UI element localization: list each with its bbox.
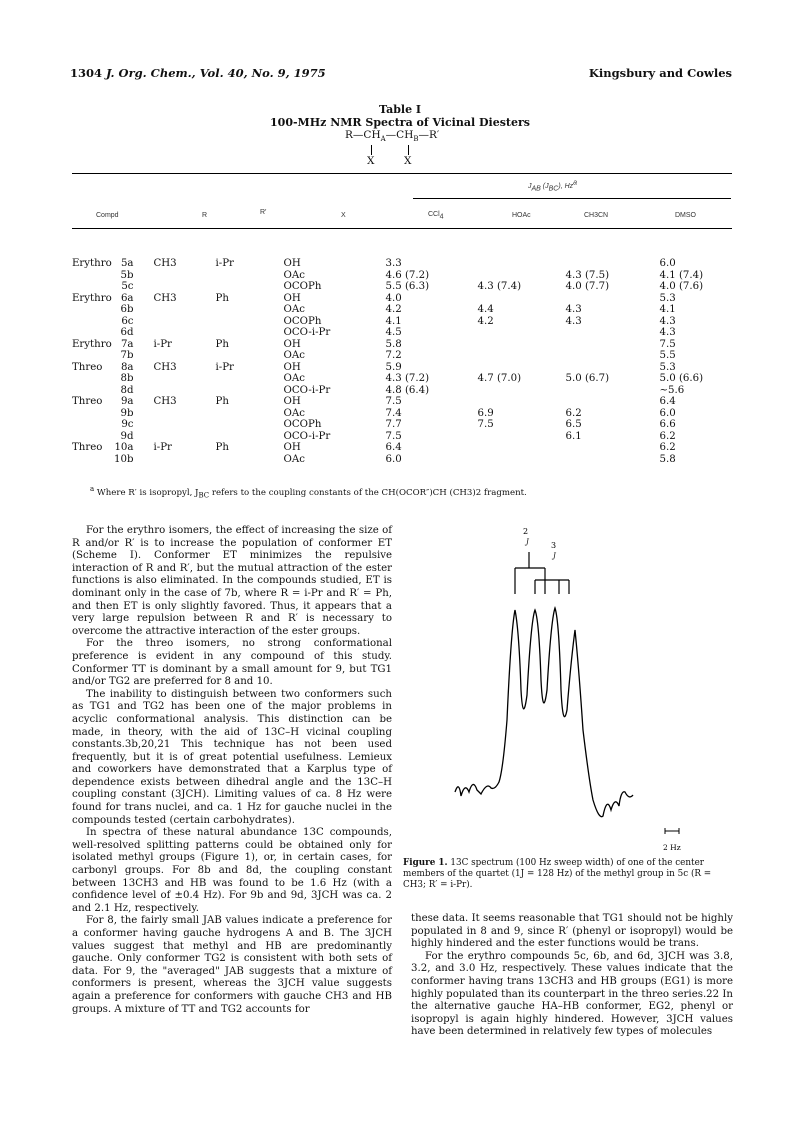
cell-x: OCO-i-Pr [283,384,331,396]
figure-caption: Figure 1. 13C spectrum (100 Hz sweep width) of one of the center members of the quartet (1J = 128 Hz) of the methyl group in 5c (R = CH3; R′ = i-Pr). [403,858,712,890]
cell-r [154,419,216,431]
cell-ch3cn [566,327,660,339]
cell-group [72,419,114,431]
structural-formula: $R—CH_A—CH_B—R'$ [345,129,440,144]
cell-ch3cn: 4.3 (7.5) [565,269,610,281]
cell-rprime [216,316,284,328]
bond-line [371,145,372,155]
cell-group [72,373,114,385]
col-header-ccl4: CCl$_4$ [428,211,444,221]
cell-dmso: 5.0 (6.6) [659,373,704,384]
cell-ch3cn [566,339,660,351]
cell-hoac [478,362,566,374]
cell-rprime: Ph [215,442,229,453]
cell-rprime [216,373,284,385]
cell-r [154,431,216,443]
cell-dmso: 6.6 [659,419,676,430]
cell-x: OAc [283,350,305,361]
cell-x: OAc [283,269,305,281]
cell-r: i-Pr [153,442,172,453]
cell-ccl4: 6.4 [385,442,402,453]
cell-ch3cn: 6.5 [565,419,582,430]
cell-rprime [216,419,284,431]
cell-rprime: i-Pr [215,361,234,373]
cell-group [72,350,114,362]
cell-group [72,270,114,282]
cell-compd: 9d [120,430,134,442]
paragraph: For the erythro compounds 5c, 6b, and 6d, 3JCH was 3.8, 3.2, and 3.0 Hz, respectively. These values indicate that the conformer having trans 13CH3 and HB groups (EG1) is more highly populated than its counterpart in the threo series.22 In the alternative gauche HA–HB conformer, EG2, phenyl or isopropyl is again highly hindered. However, 3JCH values have been determined in relatively few types of molecules [411,950,733,1038]
cell-r: i-Pr [153,338,172,350]
table-row [72,258,732,270]
table-row [72,281,732,293]
cell-hoac: 4.4 [477,304,494,315]
cell-group [72,316,114,328]
cell-x: OH [283,338,301,350]
col-header-rprime: R′ [260,209,267,216]
cell-x: OCOPh [283,281,322,292]
running-authors: Kingsbury and Cowles [588,66,732,80]
nmr-data-table [72,258,732,465]
paragraph: For 8, the fairly small JAB values indicate a preference for a conformer having gauche hydrogens A and B. The 3JCH values suggest that methyl and HB are predominantly gauche. Only conformer TG2 is consistent with both sets of data. For 9, the "averaged" JAB suggests that a mixture of conformers is present, whereas the 3JCH value suggests again a preference for conformers with gauche CH3 and HB groups. A mixture of TT and TG2 accounts for [72,915,392,1015]
cell-r [154,304,216,316]
cell-compd: 8d [120,384,134,396]
col-header-r: R [202,212,208,219]
paragraph: The inability to distinguish between two conformers such as TG1 and TG2 has been one of the major problems in acyclic conformational analysis. This distinction can be made, in theory, with the aid of 13C–H vicinal coupling constants.3b,20,21 This technique has not been used frequently, but it is of great potential usefulness. Lemieux and coworkers have demonstrated that a Karplus type of dependence exists between dihedral angle and the 13C–H coupling constant (3JCH). Limiting values of ca. 8 Hz were found for trans nuclei, and ca. 1 Hz for gauche nuclei in the compounds tested (certain carbohydrates). [72,688,392,826]
cell-rprime [216,454,284,466]
table-row [72,408,732,420]
cell-dmso: 6.2 [659,430,676,442]
cell-compd: 5a [120,258,134,269]
cell-ch3cn: 6.1 [565,430,582,442]
cell-compd: 9a [120,396,134,407]
cell-dmso: 6.4 [659,396,676,407]
cell-ccl4: 3.3 [385,258,402,269]
cell-x: OAc [283,304,305,315]
cell-dmso: 4.1 (7.4) [659,269,704,281]
table-footnote: $^a$ Where R′ is isopropyl, $J_{BC}$ refers to the coupling constants of the CH(OCOR″)CH (CH3)2 fragment. [90,485,527,500]
cell-r [154,270,216,282]
cell-hoac: 4.2 [477,315,494,327]
cell-group: Threo [72,361,103,373]
cell-x: OAc [283,407,305,419]
cell-hoac: 6.9 [477,407,494,419]
table-row [72,385,732,397]
table-subtitle: 100-MHz NMR Spectra of Vicinal Diesters [270,116,530,129]
label-3j: 3 [551,541,557,550]
cell-r [154,385,216,397]
cell-ch3cn [566,258,660,270]
cell-hoac [478,454,566,466]
cell-ccl4: 4.2 [385,304,402,315]
cell-x: OH [283,258,301,269]
cell-ccl4: 5.9 [385,361,402,373]
splitting-tree [515,552,569,594]
cell-hoac [478,339,566,351]
cell-ccl4: 7.5 [385,430,402,442]
cell-rprime [216,281,284,293]
table-row [72,454,732,466]
cell-r [154,454,216,466]
cell-ccl4: 4.0 [385,292,402,304]
cell-rprime [216,350,284,362]
cell-ch3cn [566,362,660,374]
page-number: 1304 [70,66,103,80]
cell-ch3cn: 4.3 [565,304,582,315]
col-header-hoac: HOAc [512,212,531,219]
cell-rprime [216,270,284,282]
cell-ccl4: 4.3 (7.2) [385,373,430,384]
table-row [72,419,732,431]
paragraph: For the erythro isomers, the effect of increasing the size of R and/or R′ is to increase the population of conformer ET (Scheme I). Conformer ET minimizes the repulsive interaction of R and R′, but the mutual attraction of the ester functions is also eliminated. In the compounds studied, ET is dominant only in the case of 7b, where R = i-Pr and R′ = Ph, and then ET is only slightly favored. Thus, it appears that a very large repulsion between R and R′ is necessary to overcome the attractive interaction of the ester groups. [72,525,392,637]
cell-compd: 8a [120,361,134,373]
cell-group: Erythro [72,338,112,350]
cell-dmso: 6.2 [659,442,676,453]
cell-dmso: ~5.6 [659,384,685,396]
cell-x: OCOPh [283,419,322,430]
cell-dmso: 6.0 [659,258,676,269]
table-row [72,304,732,316]
cell-r [154,350,216,362]
cell-hoac: 4.3 (7.4) [477,281,522,292]
cell-hoac [478,270,566,282]
right-column [411,913,733,1039]
cell-ch3cn: 5.0 (6.7) [565,373,610,384]
cell-compd: 7b [120,350,134,361]
cell-ch3cn [566,350,660,362]
cell-hoac: 4.7 (7.0) [477,373,522,384]
paragraph: these data. It seems reasonable that TG1 should not be highly populated in 8 and 9, since R′ (phenyl or isopropyl) would be highly hindered and the ester functions would be trans. [411,913,733,950]
cell-compd: 9b [120,407,134,419]
cell-ccl4: 4.1 [385,315,402,327]
group-header: $J_{AB}$ $(J_{BC})$, Hz$^a$ [528,179,578,193]
cell-x: OH [283,396,301,407]
cell-x: OCO-i-Pr [283,327,331,338]
paragraph: For the threo isomers, no strong conformational preference is evident in any compound of this study. Conformer TT is dominant by a small amount for 9, but TG1 and/or TG2 are preferred for 8 and 10. [72,638,392,688]
cell-ccl4: 5.5 (6.3) [385,281,430,292]
col-header-compd: Compd [96,212,119,219]
cell-dmso: 4.3 [659,327,676,338]
table-row [72,362,732,374]
cell-ccl4: 4.6 (7.2) [385,269,430,281]
cell-dmso: 5.8 [659,453,676,465]
cell-group [72,454,114,466]
cell-dmso: 7.5 [659,338,676,350]
cell-dmso: 5.3 [659,292,676,304]
cell-ccl4: 4.8 (6.4) [385,384,430,396]
cell-ccl4: 5.8 [385,338,402,350]
table-top-rule [72,173,732,174]
cell-ccl4: 7.2 [385,350,402,361]
journal-citation: J. Org. Chem., Vol. 40, No. 9, 1975 [106,66,326,80]
cell-compd: 5b [120,269,134,281]
cell-compd: 6d [120,327,134,338]
table-row [72,431,732,443]
cell-x: OCOPh [283,315,322,327]
cell-r: CH3 [153,292,177,304]
cell-ch3cn [566,385,660,397]
cell-rprime [216,304,284,316]
cell-x: OAc [283,373,305,384]
cell-ccl4: 7.4 [385,407,402,419]
spectrum-trace [455,608,633,817]
cell-rprime: Ph [215,292,229,304]
cell-rprime [216,327,284,339]
cell-ch3cn: 4.3 [565,315,582,327]
group-header-rule [413,198,731,199]
table-row [72,350,732,362]
cell-ch3cn [566,454,660,466]
cell-compd: 6b [120,304,134,315]
scale-label: 2 Hz [663,843,681,852]
paragraph: In spectra of these natural abundance 13C compounds, well-resolved splitting patterns could be obtained only for isolated methyl groups (Figure 1), or, in certain cases, for carbonyl groups. For 8b and 8d, the coupling constant between 13CH3 and HB was found to be 1.6 Hz (with a confidence level of ±0.4 Hz). For 9b and 9d, 3JCH was ca. 2 and 2.1 Hz, respectively. [72,827,392,914]
label-2j: 2 [523,527,529,536]
cell-rprime [216,431,284,443]
cell-group [72,327,114,339]
cell-hoac [478,293,566,305]
formula-x2: X [404,155,412,167]
nmr-spectrum-figure [403,520,733,890]
cell-compd: 8b [120,373,134,384]
cell-compd: 9c [121,419,134,430]
cell-ccl4: 7.7 [385,419,402,430]
cell-r: CH3 [153,361,177,373]
cell-ch3cn [566,396,660,408]
cell-ch3cn [566,293,660,305]
cell-hoac [478,350,566,362]
cell-rprime: Ph [215,338,229,350]
cell-r [154,281,216,293]
cell-group [72,281,114,293]
cell-ch3cn: 4.0 (7.7) [565,281,610,292]
cell-group: Threo [72,442,103,453]
col-header-dmso: DMSO [675,212,696,219]
cell-compd: 6c [121,315,134,327]
table-row [72,442,732,454]
formula-x1: X [367,155,375,167]
cell-ccl4: 7.5 [385,396,402,407]
table-row [72,293,732,305]
table-row [72,339,732,351]
cell-dmso: 5.5 [659,350,676,361]
cell-group: Erythro [72,258,112,269]
cell-ccl4: 4.5 [385,327,402,338]
cell-compd: 6a [120,292,134,304]
cell-x: OH [283,292,301,304]
cell-hoac: 7.5 [477,419,494,430]
table-row [72,396,732,408]
cell-group: Erythro [72,292,112,304]
cell-dmso: 5.3 [659,361,676,373]
cell-rprime [216,385,284,397]
cell-hoac [478,431,566,443]
cell-r [154,408,216,420]
cell-group: Threo [72,396,103,407]
col-header-x: X [341,212,346,219]
cell-hoac [478,385,566,397]
cell-compd: 7a [120,338,134,350]
cell-group [72,408,114,420]
cell-dmso: 4.0 (7.6) [659,281,704,292]
scale-bar [665,828,679,834]
cell-group [72,385,114,397]
cell-r: CH3 [153,258,177,269]
cell-compd: 10b [114,453,134,465]
table-row [72,327,732,339]
table-row [72,316,732,328]
cell-x: OH [283,361,301,373]
table-row [72,270,732,282]
header-bottom-rule [72,228,732,229]
cell-group [72,431,114,443]
cell-hoac [478,396,566,408]
cell-hoac [478,258,566,270]
cell-r [154,327,216,339]
table-row [72,373,732,385]
cell-r [154,316,216,328]
cell-r: CH3 [153,396,177,407]
cell-hoac [478,327,566,339]
cell-hoac [478,442,566,454]
cell-compd: 10a [114,442,134,453]
cell-x: OAc [283,453,305,465]
cell-compd: 5c [121,281,134,292]
cell-x: OH [283,442,301,453]
cell-rprime: i-Pr [215,258,234,269]
cell-dmso: 4.3 [659,315,676,327]
cell-rprime [216,408,284,420]
table-title: Table I [378,103,422,116]
bond-line [408,145,409,155]
cell-rprime: Ph [215,396,229,407]
left-column [72,525,392,1016]
label-2j-j: J [526,538,529,546]
cell-dmso: 4.1 [659,304,676,315]
cell-r [154,373,216,385]
col-header-ch3cn: CH3CN [584,212,609,219]
label-3j-j: J [553,552,556,560]
cell-ccl4: 6.0 [385,453,402,465]
cell-ch3cn [566,442,660,454]
cell-group [72,304,114,316]
cell-x: OCO-i-Pr [283,430,331,442]
cell-ch3cn: 6.2 [565,407,582,419]
cell-dmso: 6.0 [659,407,676,419]
